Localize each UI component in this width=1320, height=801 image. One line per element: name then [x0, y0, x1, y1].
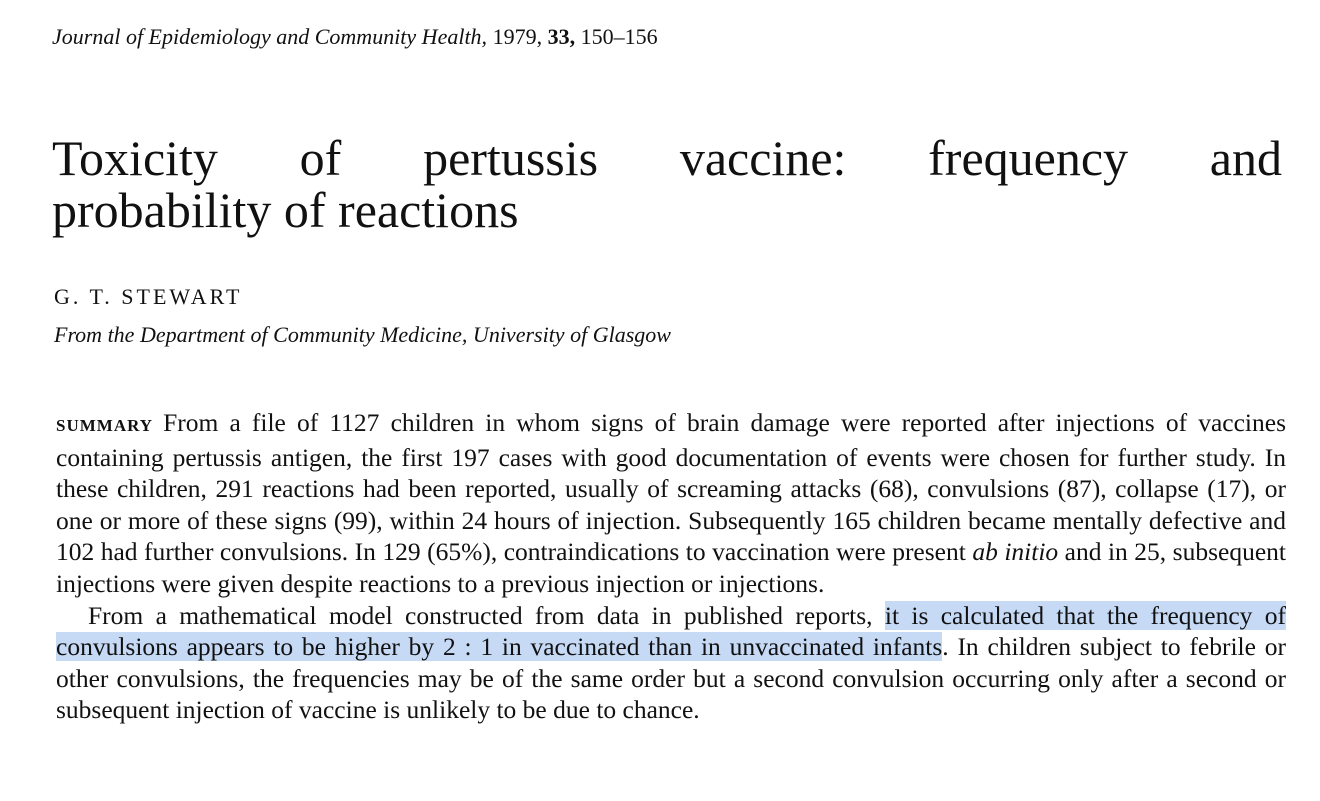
abstract-paragraph-2[interactable] [56, 600, 1286, 726]
abstract [56, 407, 1286, 726]
title-line-2: probability of reactions [52, 182, 519, 238]
summary-label: SUMMARY [56, 416, 154, 435]
abstract-p1-italic: ab initio [972, 537, 1059, 567]
author-name: G. T. STEWART [54, 284, 243, 309]
abstract-p2-text-a: From a mathematical model constructed from data in published reports, [88, 600, 885, 630]
selected-text-highlight[interactable]: it is calculated that the frequency of convulsions appears to be higher by 2 : 1 in vaccinated than in unvaccinated infants [56, 600, 1287, 662]
journal-citation [52, 22, 658, 52]
journal-pages: 150–156 [580, 24, 658, 49]
journal-volume: 33, [547, 24, 576, 49]
journal-name: Journal of Epidemiology and Community Health, [52, 24, 488, 49]
abstract-p1-text-a: From a file of 1127 children in whom signs of brain damage were reported after injections of vaccines containing pertussis antigen, the first 197 cases with good documentation of events were chosen for further study. In these children, 291 reactions had been reported, usually of screaming attacks (68), convulsions (87), collapse (17), or one or more of these signs (99), within 24 hours of injection. Subsequently 165 children became mentally defective and 102 had further convulsions. In 129 (65%), contraindications to vaccination were present [56, 408, 1286, 567]
author-affiliation: From the Department of Community Medicine, University of Glasgow [54, 322, 671, 347]
title-line-1: Toxicity of pertussis vaccine: frequency and [52, 130, 1282, 186]
journal-year: 1979, [492, 24, 543, 49]
abstract-p1-text-b: and in 25, subsequent injections were given despite reactions to a previous injection or injections. [56, 537, 1286, 598]
article-title [52, 132, 1282, 236]
abstract-paragraph-1 [56, 407, 1286, 600]
abstract-p2-text-b: . In children subject to febrile or other convulsions, the frequencies may be of the same order but a second convulsion occurring only after a second or subsequent injection of vaccine is unlikely to be due to chance. [56, 632, 1286, 725]
